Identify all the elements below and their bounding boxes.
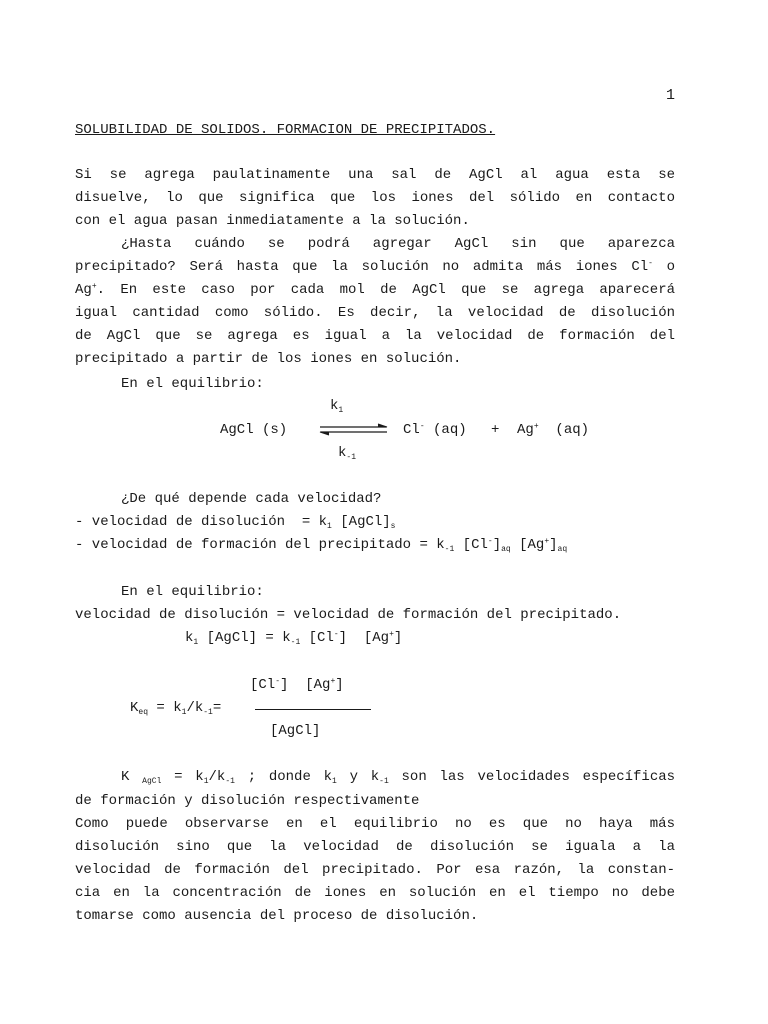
keq-numerator: [Cl-] [Ag+]: [250, 677, 344, 693]
paragraph-line: velocidad de formación del precipitado. Por esa razón, la constan-: [75, 862, 675, 878]
rate-constant-reverse: $k_{-1}$: [338, 445, 357, 462]
paragraph-line: igual cantidad como sólido. Es decir, la velocidad de disolución: [75, 305, 675, 321]
document-title: SOLUBILIDAD DE SOLIDOS. FORMACION DE PRECIPITADOS.: [75, 122, 496, 138]
paragraph-line: Ag+. En este caso por cada mol de AgCl que se agrega aparecerá: [75, 282, 675, 298]
equality-line: velocidad de disolución = velocidad de formación del precipitado.: [75, 607, 622, 623]
page-number: 1: [666, 87, 676, 104]
paragraph-line: disuelve, lo que significa que los iones del sólido en contacto: [75, 190, 675, 206]
paragraph-line: precipitado a partir de los iones en solución.: [75, 351, 462, 367]
product-chloride: Cl- (aq): [403, 422, 467, 438]
equilibrium-label: En el equilibrio:: [121, 376, 264, 392]
paragraph-line: tomarse como ausencia del proceso de disolución.: [75, 908, 479, 924]
paragraph-line: con el agua pasan inmediatamente a la solución.: [75, 213, 470, 229]
keq-lhs: $K_{eq} = k_1/k_{-1}=$: [130, 700, 222, 717]
paragraph-line: cia en la concentración de iones en solución en el tiempo no debe: [75, 885, 675, 901]
rate-constant-forward: $k_1$: [330, 398, 344, 415]
precipitation-rate-line: - velocidad de formación del precipitado = $k_{-1}$ $[Cl^-]_{aq}$ $[Ag^+]_{aq}$: [75, 537, 568, 554]
equilibrium-arrows-icon: [318, 423, 390, 437]
paragraph-line: ¿Hasta cuándo se podrá agregar AgCl sin que aparezca: [121, 236, 675, 252]
paragraph-line: de formación y disolución respectivamente: [75, 793, 420, 809]
reactant: AgCl (s): [220, 422, 288, 438]
question-line: ¿De qué depende cada velocidad?: [121, 491, 382, 507]
plus-sign: +: [491, 422, 500, 438]
paragraph-line: precipitado? Será hasta que la solución no admita más iones Cl- o: [75, 259, 675, 275]
paragraph-line: Como puede observarse en el equilibrio no es que no haya más: [75, 816, 675, 832]
product-silver: Ag+ (aq): [517, 422, 590, 438]
paragraph-line: de AgCl que se agrega es igual a la velocidad de formación del: [75, 328, 675, 344]
paragraph-line: disolución sino que la velocidad de disolución se iguala a la: [75, 839, 675, 855]
paragraph-line: Si se agrega paulatinamente una sal de AgCl al agua esta se: [75, 167, 675, 183]
equilibrium-label-2: En el equilibrio:: [121, 584, 264, 600]
fraction-bar: [255, 709, 371, 710]
dissolution-rate-line: - velocidad de disolución = $k_1$ $[AgCl]_s$: [75, 514, 396, 531]
keq-denominator: [AgCl]: [270, 723, 321, 739]
rate-equality-equation: $k_1$ [AgCl] = $k_{-1}$ [Cl-] [Ag+]: [185, 630, 403, 647]
kagcl-line: K $_{AgCl} = k_1/k_{-1}$ ; donde $k_1$ y $k_{-1}$ son las velocidades específicas: [121, 769, 676, 786]
